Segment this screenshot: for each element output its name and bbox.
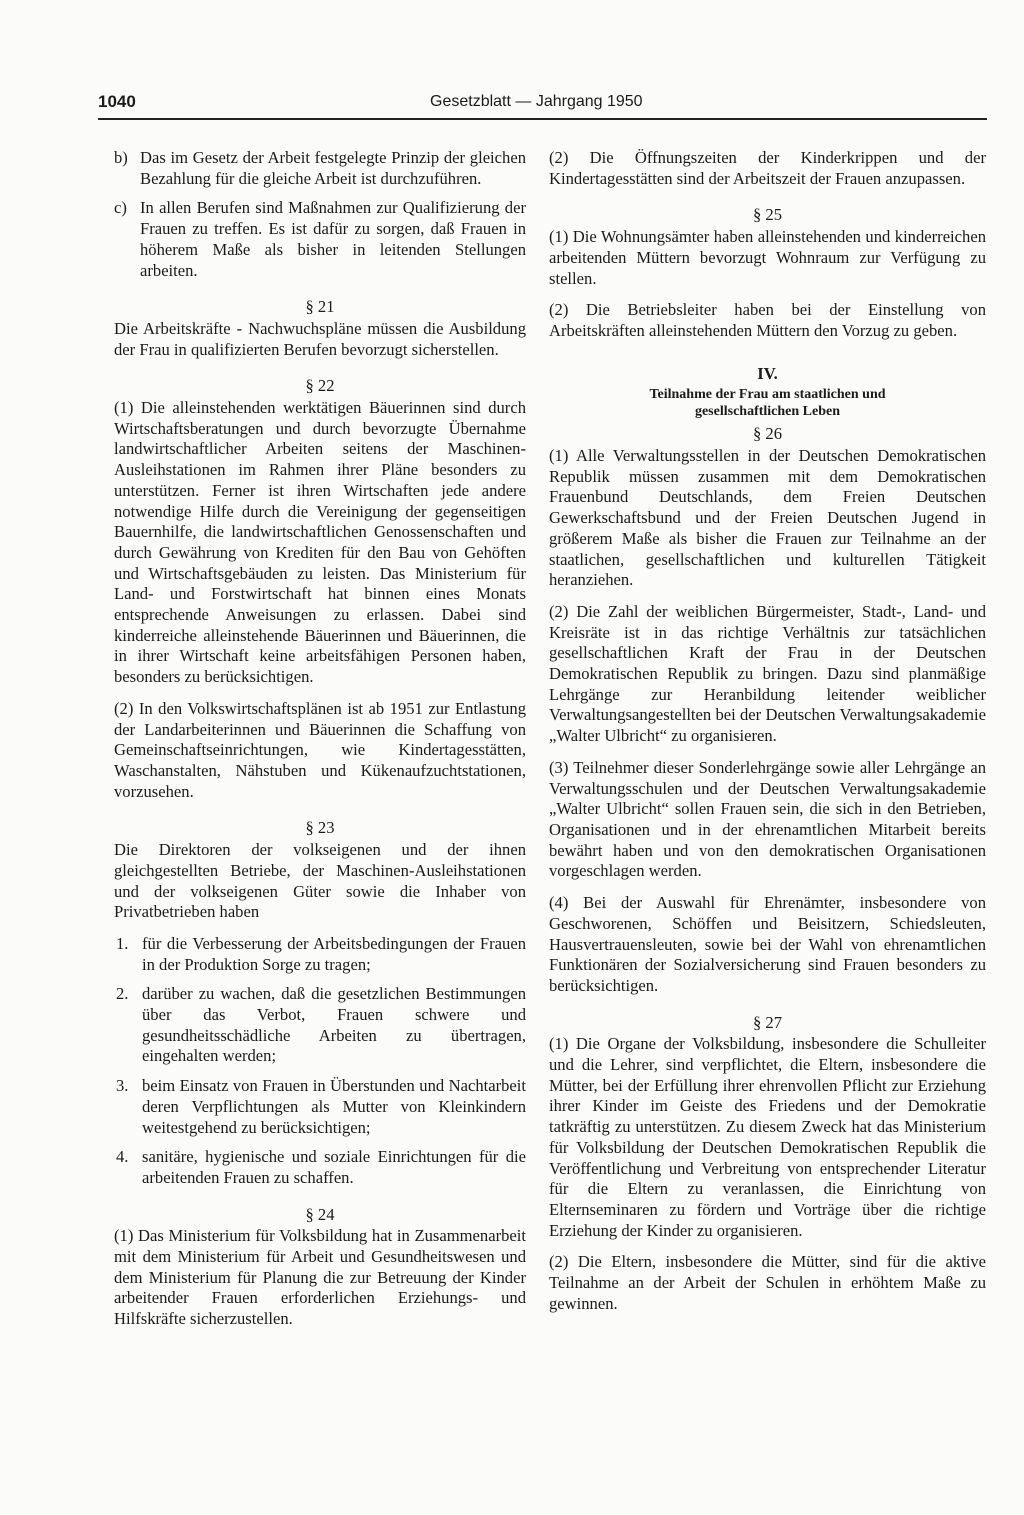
paragraph-heading-21: § 21 — [305, 297, 335, 317]
paragraph-25-sub-2: (2) Die Betriebsleiter haben bei der Einstellung von Arbeitskräften alleinstehenden Müttern den Vorzug zu geben. — [549, 300, 986, 340]
list-text: Das im Gesetz der Arbeit festgelegte Prinzip der gleichen Bezahlung für die gleiche Arbeit ist durchzuführen. — [140, 148, 526, 188]
list-item-b — [114, 148, 526, 189]
paragraph-27-sub-2: (2) Die Eltern, insbesondere die Mütter, sind für die aktive Teilnahme an der Arbeit der Schulen in erhöhtem Maße zu gewinnen. — [549, 1252, 986, 1313]
list-marker: b) — [114, 148, 128, 167]
section-number: IV. — [757, 363, 778, 383]
left-column — [114, 148, 526, 1341]
right-column — [549, 148, 986, 1325]
paragraph-22-sub-1: (1) Die alleinstehenden werktätigen Bäuerinnen sind durch Wirtschaftsberatungen und durch bevorzugte Übernahme landwirtschaftlicher Arbeiten seitens der Maschinen-Ausleihstationen im Rahmen ihrer Pläne besonders zu unterstützen. Ferner ist ihren Wirtschaften jede andere notwendige Hilfe durch die Vereinigung der gegenseitigen Bauernhilfe, die landwirtschaftlichen Genossenschaften und durch Gewährung von Krediten für den Bau von Gehöften und Wirtschaftsgebäuden zu leisten. Das Ministerium für Land- und Forstwirtschaft hat binnen eines Monats entsprechende Anweisungen zu erlassen. Dabei sind kinderreiche alleinstehende Bäuerinnen und Bäuerinnen, die in ihrer Wirtschaft keine arbeitsfähigen Personen haben, besonders zu berücksichtigen. — [114, 398, 526, 687]
list-marker: 4. — [116, 1147, 129, 1167]
list-item — [116, 984, 526, 1067]
section-title-line-2: gesellschaftlichen Leben — [694, 404, 841, 420]
paragraph-23-list — [114, 934, 526, 1189]
paragraph-heading-22: § 22 — [305, 376, 335, 396]
paragraph-26-sub-1: (1) Alle Verwaltungsstellen in der Deutschen Demokratischen Republik müssen zusammen mit dem Demokratischen Frauenbund Deutschlands, dem Freien Deutschen Gewerkschaftsbund und der Freien Deutschen Jugend in größerem Maße als bisher die Frauen zur Teilnahme an der staatlichen, gesellschaftlichen und kulturellen Tätigkeit heranziehen. — [549, 446, 986, 590]
paragraph-26-sub-3: (3) Teilnehmer dieser Sonderlehrgänge sowie aller Lehrgänge an Verwaltungsschulen und der Deutschen Verwaltungsakademie „Walter Ulbricht“ sollen Frauen sein, die sich in den Betrieben, Organisationen und in der ehrenamtlichen Mitarbeit bereits bewährt haben und von den demokratischen Organisationen vorgeschlagen werden. — [549, 757, 986, 881]
list-item — [116, 1076, 526, 1138]
paragraph-heading-26: § 26 — [752, 424, 783, 444]
list-item — [116, 1147, 526, 1188]
list-text: darüber zu wachen, daß die gesetzlichen Bestimmungen über das Verbot, Frauen schwere und gesundheitsschädliche Arbeiten zu übertragen, eingehalten werden; — [142, 984, 526, 1066]
paragraph-heading-27: § 27 — [752, 1012, 783, 1032]
paragraph-24-sub-1: (1) Das Ministerium für Volksbildung hat in Zusammenarbeit mit dem Ministerium für Arbeit und Gesundheitswesen und dem Ministerium für Planung die zur Betreuung der Kinder arbeitender Frauen erforderlichen Erziehungs- und Hilfskräfte sicherzustellen. — [114, 1226, 526, 1329]
paragraph-heading-25: § 25 — [752, 205, 783, 225]
paragraph-21-text: Die Arbeitskräfte - Nachwuchspläne müssen die Ausbildung der Frau in qualifizierten Berufen bevorzugt sicherstellen. — [114, 318, 526, 359]
list-item-c — [114, 198, 526, 281]
list-text: In allen Berufen sind Maßnahmen zur Qualifizierung der Frauen zu treffen. Es ist dafür zu sorgen, daß Frauen in höherem Maße als bisher in leitenden Stellungen arbeiten. — [140, 198, 526, 280]
section-title — [549, 386, 986, 420]
list-marker: c) — [114, 198, 127, 218]
page-number: 1040 — [98, 92, 136, 111]
paragraph-27-sub-1: (1) Die Organe der Volksbildung, insbesondere die Schulleiter und die Lehrer, sind verpflichtet, die Eltern, insbesondere die Mütter, bei der Erfüllung ihrer ehrenvollen Pflicht zur Erziehung ihrer Kinder im Geiste des Friedens und der Demokratie tatkräftig zu unterstützen. Zu diesem Zweck hat das Ministerium für Volksbildung der Deutschen Demokratischen Republik die Veröffentlichung und Verbreitung von entsprechender Literatur für die Eltern zu veranlassen, die Einrichtung von Elternseminaren zu fördern und Vorträge über die richtige Erziehung der Kinder zu organisieren. — [549, 1034, 986, 1240]
list-text: beim Einsatz von Frauen in Überstunden und Nachtarbeit deren Verpflichtungen als Mutter von Kleinkindern weitestgehend zu berücksichtigen; — [142, 1076, 526, 1137]
paragraph-heading-24: § 24 — [305, 1204, 335, 1224]
list-marker: 2. — [116, 984, 129, 1004]
paragraph-22-sub-2: (2) In den Volkswirtschaftsplänen ist ab 1951 zur Entlastung der Landarbeiterinnen und Bäuerinnen die Schaffung von Gemeinschaftseinrichtungen, wie Kindertagesstätten, Waschanstalten, Nähstuben und Kükenaufzuchtstationen, vorzusehen. — [114, 698, 526, 801]
paragraph-26-sub-2: (2) Die Zahl der weiblichen Bürgermeister, Stadt-, Land- und Kreisräte ist in das richtige Verhältnis zur tatsächlichen gesellschaftlichen Kraft der Frau in der Deutschen Demokratischen Republik zu bringen. Dazu sind planmäßige Lehrgänge zur Heranbildung leitender weiblicher Verwaltungsangestellten bei der Deutschen Verwaltungsakademie „Walter Ulbricht“ zu organisieren. — [549, 601, 986, 746]
header-rule — [98, 118, 987, 120]
paragraph-heading-23: § 23 — [305, 818, 335, 838]
list-item — [116, 934, 526, 975]
list-marker: 3. — [116, 1076, 129, 1096]
running-title: Gesetzblatt — Jahrgang 1950 — [430, 93, 643, 110]
section-title-line-1: Teilnahme der Frau am staatlichen und — [649, 387, 886, 403]
paragraph-24-sub-2: (2) Die Öffnungszeiten der Kinderkrippen und der Kindertagesstätten sind der Arbeitszeit der Frauen anzupassen. — [549, 148, 986, 188]
paragraph-26-sub-4: (4) Bei der Auswahl für Ehrenämter, insbesondere von Geschworenen, Schöffen und Beisitzern, Schiedsleuten, Hausvertrauensleuten, sowie bei der Wahl von ehrenamtlichen Funktionären der Sozialversicherung sind Frauen besonders zu berücksichtigen. — [549, 893, 986, 995]
paragraph-23-intro: Die Direktoren der volkseigenen und der ihnen gleichgestellten Betriebe, der Maschinen-Ausleihstationen und der volkseigenen Güter sowie die Inhaber von Privatbetrieben haben — [114, 840, 526, 922]
paragraph-25-sub-1: (1) Die Wohnungsämter haben alleinstehenden und kinderreichen arbeitenden Müttern bevorzugt Wohnraum zur Verfügung zu stellen. — [549, 227, 986, 288]
list-marker: 1. — [116, 933, 129, 953]
list-text: für die Verbesserung der Arbeitsbedingungen der Frauen in der Produktion Sorge zu tragen; — [142, 933, 526, 974]
page-header — [98, 92, 987, 124]
list-text: sanitäre, hygienische und soziale Einrichtungen für die arbeitenden Frauen zu schaffen. — [142, 1147, 526, 1187]
